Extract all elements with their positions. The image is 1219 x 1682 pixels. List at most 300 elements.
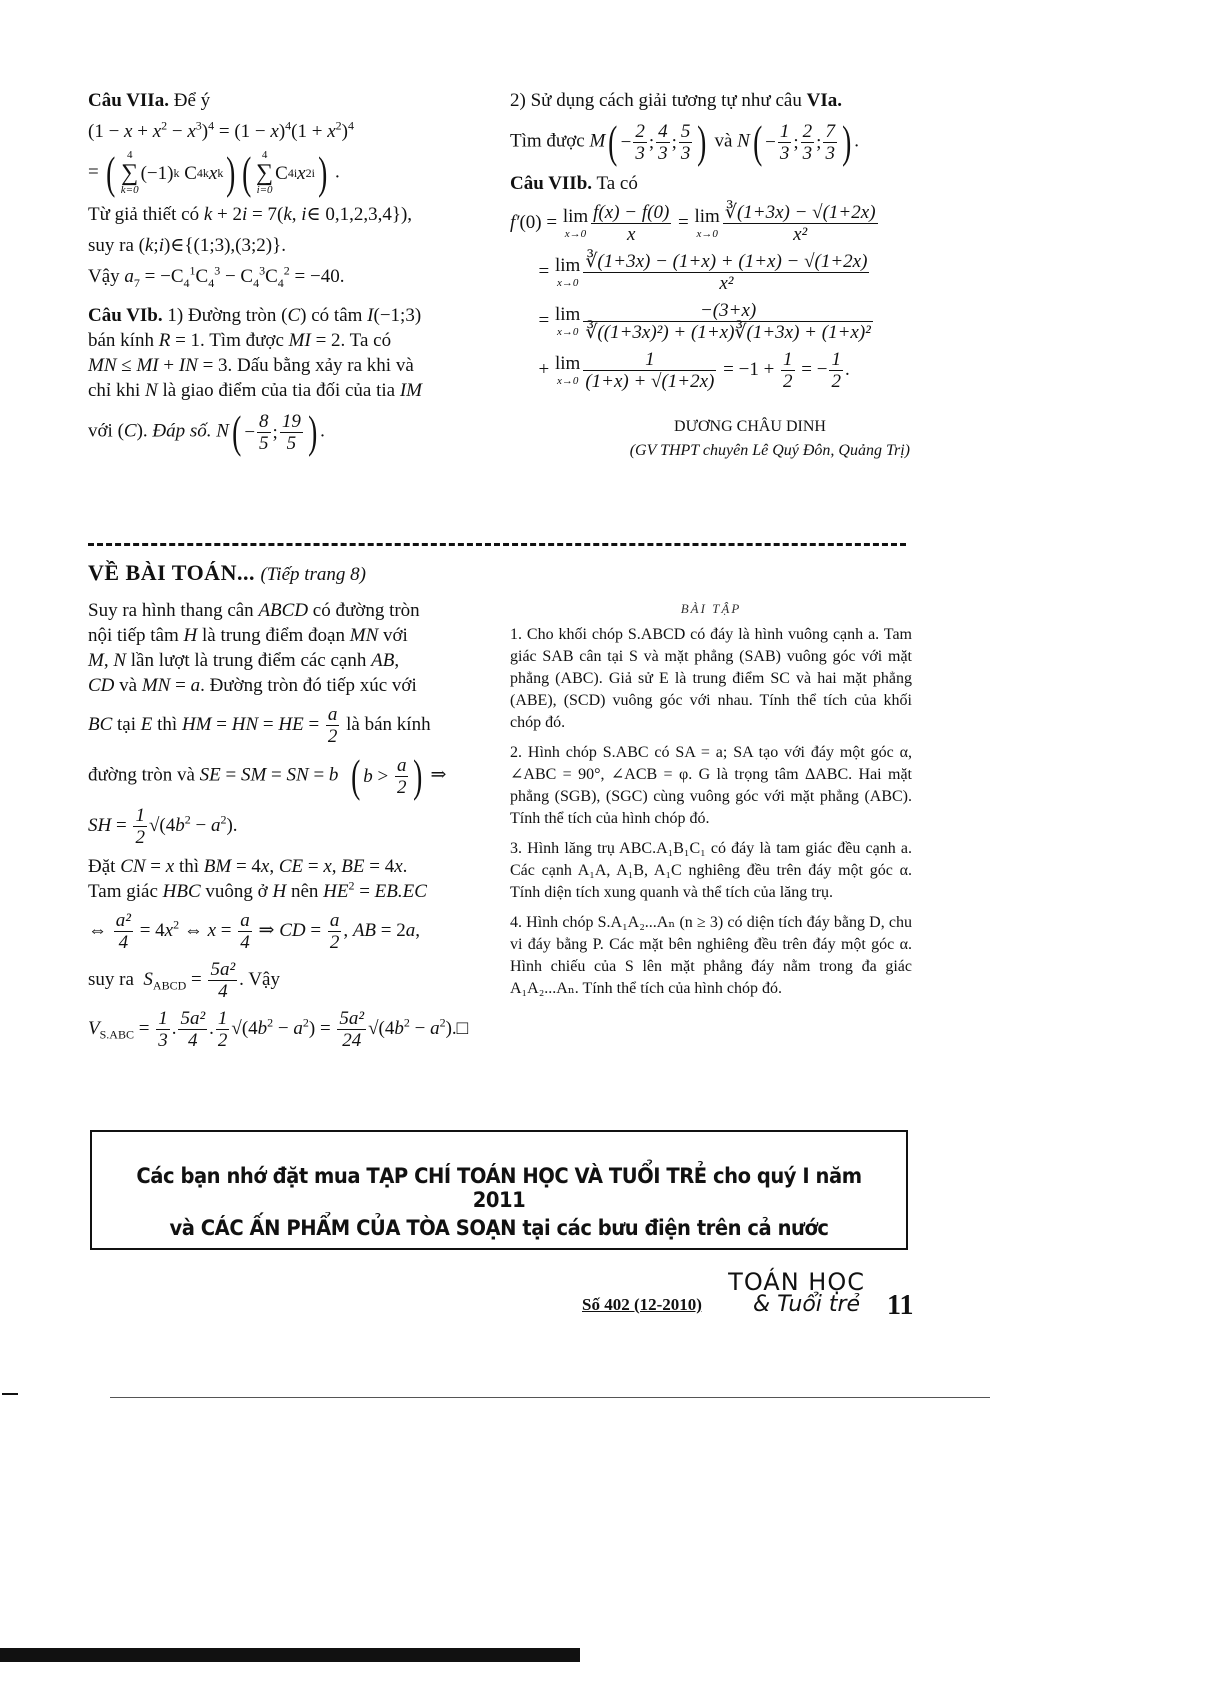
scan-edge-bar xyxy=(0,1648,580,1662)
text-run: với xyxy=(378,625,408,646)
text-run: . xyxy=(854,130,860,152)
left-top-block xyxy=(88,82,488,461)
math-variable: a xyxy=(210,814,221,836)
text-line xyxy=(88,704,486,747)
sigma-symbol: ∑ xyxy=(121,160,139,186)
math-variable: CD xyxy=(88,675,115,696)
math-variable: a xyxy=(405,919,416,941)
numerator: ∛(1+3x) − (1+x) + (1+x) − √(1+2x) xyxy=(585,251,868,272)
text-run: suy ra ( xyxy=(88,235,145,256)
fraction xyxy=(280,411,303,454)
denominator: x² xyxy=(719,273,734,294)
math-variable: AB xyxy=(371,650,395,671)
left-paren: ( xyxy=(752,116,763,167)
fraction xyxy=(801,121,815,164)
text-line xyxy=(510,251,910,294)
numerator: 4 xyxy=(658,120,668,142)
text-line xyxy=(88,854,486,879)
text-run: ). xyxy=(226,814,238,836)
denominator: 2 xyxy=(329,932,340,953)
text-run: Vậy xyxy=(88,266,125,287)
math-variable: a xyxy=(190,675,201,696)
denominator: 5 xyxy=(259,432,269,454)
left-paren: ( xyxy=(232,406,242,457)
fraction xyxy=(583,349,716,392)
solution-continued xyxy=(88,598,486,1051)
superscript: 2 xyxy=(302,1015,309,1030)
text-run: , xyxy=(343,919,353,941)
text-run: = xyxy=(354,881,375,902)
right-paren: ) xyxy=(413,750,423,801)
math-variable: SN xyxy=(286,764,309,786)
sigma-symbol: ∑ xyxy=(256,160,274,186)
superscript: 2 xyxy=(161,118,168,133)
text-line xyxy=(88,598,486,623)
math-variable: M xyxy=(88,650,104,671)
math-variable: ABCD xyxy=(258,600,309,621)
text-run: (1 + xyxy=(291,121,328,142)
subscript: ABCD xyxy=(152,978,187,993)
parenthesized: ( 4 ∑ i=0 C 4 i x 2i ) xyxy=(241,147,328,198)
subscription-banner xyxy=(90,1130,908,1250)
text-run: , xyxy=(331,856,342,877)
numerator: 1 xyxy=(783,349,793,370)
lim-word: lim xyxy=(554,352,581,374)
text-run: − xyxy=(273,1017,294,1039)
banner-line-2: và CÁC ẤN PHẨM CỦA TÒA SOẠN tại các bưu điện trên cả nước xyxy=(169,1216,829,1240)
math-variable: b xyxy=(257,1017,268,1039)
fraction xyxy=(679,121,693,164)
text-line xyxy=(88,623,486,648)
right-paren: ) xyxy=(318,147,328,198)
numerator: 5a² xyxy=(180,1008,206,1029)
text-run: Ta có xyxy=(592,173,638,194)
text-run: − xyxy=(620,131,632,153)
superscript: 2 xyxy=(267,1015,274,1030)
math-variable: k xyxy=(283,204,292,225)
denominator: 24 xyxy=(342,1030,362,1051)
text-run: (−1;3) xyxy=(373,305,422,326)
superscript: 1 xyxy=(189,263,196,278)
text-run: + 2 xyxy=(212,204,242,225)
superscript: 2 xyxy=(439,1015,446,1030)
text-run: tại xyxy=(112,713,141,735)
math-variable: x xyxy=(164,919,174,941)
text-run: . xyxy=(320,420,325,442)
math-variable: x xyxy=(207,919,217,941)
text-run: có đường tròn xyxy=(308,600,420,621)
math-variable: SH xyxy=(88,814,112,836)
text-run: . xyxy=(844,358,850,380)
text-run: ). xyxy=(136,420,153,442)
right-paren: ) xyxy=(842,116,852,167)
solution-viib xyxy=(510,88,910,392)
text-line xyxy=(88,750,486,801)
numerator: a xyxy=(396,754,407,776)
denominator: 2 xyxy=(831,371,841,392)
text-run: C xyxy=(275,162,288,184)
text-line xyxy=(88,378,488,403)
superscript: 2 xyxy=(348,878,355,893)
text-line xyxy=(88,959,486,1002)
subscript: S.ABC xyxy=(99,1027,134,1042)
denominator: 2 xyxy=(327,726,338,747)
math-variable: EB.EC xyxy=(374,881,427,902)
text-run: . Vậy xyxy=(239,968,280,990)
text-run: = (1 − xyxy=(214,121,271,142)
text-run: = xyxy=(510,260,554,282)
math-variable: i xyxy=(301,204,307,225)
denominator: 4 xyxy=(218,981,228,1002)
text-run: , xyxy=(103,650,114,671)
fraction xyxy=(326,704,340,747)
summation xyxy=(256,150,273,196)
superscript: 4 xyxy=(208,118,215,133)
text-run: ; xyxy=(648,131,655,153)
exercise-item: 2. Hình chóp S.ABC có SA = a; SA tạo với đáy một góc α, ∠ABC = 90°, ∠ACB = φ. G là trọng tâm ΔABC. Hai mặt phẳng (SGB), (SGC) cùng vuông góc với mặt phẳng (ABC). Tính thể tích của hình chóp đó. xyxy=(510,744,912,827)
bold-text: Câu VIIb. xyxy=(510,173,593,194)
left-paren: ( xyxy=(106,147,116,198)
text-run: = 2 xyxy=(376,919,406,941)
numerator: a xyxy=(327,704,338,725)
subscript: 4 xyxy=(183,275,190,290)
fraction xyxy=(781,349,795,392)
superscript: 4 xyxy=(285,118,292,133)
denominator: 3 xyxy=(658,142,668,164)
text-run: − xyxy=(190,814,211,836)
sum-upper: 4 xyxy=(261,149,268,161)
math-variable: R xyxy=(158,330,171,351)
numerator: ∛(1+3x) − √(1+2x) xyxy=(724,202,876,223)
text-line xyxy=(88,147,488,198)
denominator: 2 xyxy=(396,776,407,798)
math-variable: N xyxy=(113,650,127,671)
numerator: a² xyxy=(115,910,131,931)
numerator: 1 xyxy=(583,349,716,371)
sum-lower: k=0 xyxy=(120,184,139,196)
superscript: 4 xyxy=(347,118,354,133)
fraction xyxy=(829,349,843,392)
denominator: 3 xyxy=(635,142,645,164)
math-variable: BE xyxy=(341,856,365,877)
exercise-item: 3. Hình lăng trụ ABC.A₁B₁C₁ có đáy là tam giác đều cạnh a. Các cạnh A₁A, A₁B, A₁C nghiêng đều trên đáy một góc α. Tính diện tích xung quanh và thể tích của lăng trụ. xyxy=(510,840,912,901)
subscript: 7 xyxy=(133,275,140,290)
text-run: + xyxy=(132,121,153,142)
numerator: 1 xyxy=(779,120,790,142)
denominator: 4 xyxy=(240,932,250,953)
math-variable: x xyxy=(323,856,332,877)
math-variable: C xyxy=(123,420,137,442)
fraction xyxy=(208,959,237,1002)
superscript: 2 xyxy=(403,1015,410,1030)
math-variable: CD xyxy=(279,919,306,941)
right-top-block xyxy=(510,82,910,460)
text-run: ; xyxy=(793,131,799,153)
math-variable: MN xyxy=(349,625,379,646)
text-run: , xyxy=(291,204,302,225)
text-run: − xyxy=(167,121,188,142)
numerator: −(3+x) xyxy=(583,300,873,322)
lim-subscript: x→0 xyxy=(696,227,718,240)
math-variable: N xyxy=(145,380,158,401)
text-run: = − xyxy=(796,358,828,380)
text-run: = xyxy=(266,764,287,786)
text-run: = xyxy=(303,713,324,735)
bold-text: Câu VIb. xyxy=(88,305,163,326)
denominator: 3 xyxy=(779,142,790,164)
math-variable: x xyxy=(327,121,336,142)
bold-text: Câu VIIa. xyxy=(88,90,169,111)
fraction xyxy=(178,1008,207,1051)
section-divider xyxy=(88,543,906,546)
text-run: = xyxy=(216,919,237,941)
numerator: 1 xyxy=(158,1008,168,1029)
text-run: ; xyxy=(272,421,278,443)
summation xyxy=(121,150,139,196)
text-run: + xyxy=(510,358,554,380)
math-variable: MN xyxy=(88,355,117,376)
text-run: suy ra xyxy=(88,968,144,990)
text-run: lần lượt là trung điểm các cạnh xyxy=(126,650,372,671)
superscript: 2 xyxy=(184,812,191,827)
math-variable: b xyxy=(328,764,339,786)
fraction xyxy=(656,121,670,164)
math-variable: a xyxy=(293,1017,303,1039)
text-run: ) = xyxy=(308,1017,336,1039)
fraction xyxy=(633,121,647,164)
superscript: 2 xyxy=(283,263,290,278)
right-paren: ) xyxy=(697,116,707,167)
math-variable: x xyxy=(260,856,270,877)
text-run: ⇒ xyxy=(425,764,447,786)
text-run: = xyxy=(186,968,207,990)
math-variable: i xyxy=(241,204,248,225)
math-variable: x xyxy=(394,856,403,877)
text-run: chỉ khi xyxy=(88,380,145,401)
text-run: ≤ xyxy=(116,355,137,376)
text-run: = −C xyxy=(139,266,184,287)
math-variable: BC xyxy=(88,713,113,735)
denominator: 4 xyxy=(188,1030,198,1051)
numerator: 1 xyxy=(135,805,145,826)
text-line xyxy=(88,805,486,848)
text-run: bán kính xyxy=(88,330,159,351)
text-run: vuông ở xyxy=(200,881,273,902)
text-run: ⇔ xyxy=(88,919,112,941)
denominator: 3 xyxy=(680,142,691,164)
fraction xyxy=(257,411,271,454)
math-variable: a xyxy=(124,266,134,287)
text-run: ⇔ xyxy=(179,919,208,941)
superscript: 2 xyxy=(173,917,180,932)
text-run: ) xyxy=(201,121,209,142)
numerator: 19 xyxy=(281,410,301,432)
limit xyxy=(562,205,589,240)
logo-line-2: & Tuổi trẻ xyxy=(753,1292,861,1317)
text-line xyxy=(510,300,910,343)
fraction xyxy=(583,300,873,343)
text-run: với ( xyxy=(88,420,124,442)
limit xyxy=(554,303,581,338)
text-run: = 4 xyxy=(134,919,165,941)
math-variable: MI xyxy=(288,330,311,351)
math-variable: E xyxy=(140,713,153,735)
text-run: ).□ xyxy=(445,1017,469,1039)
math-variable: i xyxy=(158,235,164,256)
text-run: = xyxy=(211,713,232,735)
math-variable: I xyxy=(367,305,374,326)
parenthesized xyxy=(750,116,854,167)
text-run: = xyxy=(308,764,329,786)
math-variable: HE xyxy=(278,713,304,735)
text-run: ; xyxy=(816,131,822,153)
numerator: a xyxy=(240,910,250,931)
scan-mark xyxy=(2,1393,18,1395)
exercises-title: BÀI TẬP xyxy=(680,601,742,616)
limit xyxy=(694,205,720,240)
denominator: 3 xyxy=(158,1030,168,1051)
numerator: a xyxy=(329,910,340,931)
right-paren: ) xyxy=(307,406,318,457)
numerator: 2 xyxy=(635,120,645,142)
math-variable: b xyxy=(363,765,373,787)
superscript: 3 xyxy=(195,118,202,133)
numerator: 2 xyxy=(802,120,813,142)
text-run: (0) = xyxy=(519,211,562,233)
numerator: f(x) − f(0) xyxy=(593,202,670,223)
text-line xyxy=(88,673,486,698)
text-run: ) xyxy=(278,121,286,142)
solution-viia xyxy=(88,88,488,289)
text-line xyxy=(510,349,910,392)
fraction xyxy=(133,805,147,848)
text-run: )∈{(1;3),(3;2)}. xyxy=(163,235,286,256)
subscript: 4 xyxy=(277,275,284,290)
fraction xyxy=(156,1008,170,1051)
text-run: = 4 xyxy=(364,856,395,877)
exercises xyxy=(510,598,912,1008)
lim-subscript: x→0 xyxy=(556,325,579,338)
text-run: . xyxy=(330,161,340,183)
math-variable: x xyxy=(124,121,133,142)
fraction xyxy=(723,202,878,245)
math-variable: H xyxy=(183,625,198,646)
numerator: 7 xyxy=(825,120,835,142)
math-variable: f′ xyxy=(510,211,520,233)
text-run: = xyxy=(145,856,166,877)
text-run: ; xyxy=(671,131,677,153)
text-run: ∈ 0,1,2,3,4}), xyxy=(306,204,413,225)
text-run: nên xyxy=(286,881,324,902)
author-affiliation: (GV THPT chuyên Lê Quý Đôn, Quảng Trị) xyxy=(629,442,910,459)
fraction xyxy=(238,910,252,953)
numerator: 1 xyxy=(831,349,841,370)
parenthesized: ( 4 ∑ k=0 (−1) k C 4 k x k ) xyxy=(106,147,236,198)
text-line xyxy=(88,328,488,353)
lim-word: lim xyxy=(694,205,720,227)
text-run: (−1) xyxy=(140,162,174,184)
denominator: x xyxy=(627,224,636,245)
math-variable: x xyxy=(165,856,175,877)
left-paren: ( xyxy=(608,116,618,167)
text-run: Tìm được xyxy=(510,130,590,152)
fraction xyxy=(114,910,133,953)
left-bottom-block xyxy=(88,598,486,1057)
text-line xyxy=(88,353,488,378)
math-variable: HBC xyxy=(162,881,201,902)
denominator: 3 xyxy=(825,142,835,164)
bold-text: VIa. xyxy=(806,90,842,111)
lim-word: lim xyxy=(554,254,581,276)
section-continued: (Tiếp trang 8) xyxy=(260,564,367,585)
text-line xyxy=(88,88,488,113)
text-run: = xyxy=(305,919,326,941)
text-line xyxy=(88,202,488,227)
exercise-item: 4. Hình chóp S.A₁A₂...Aₙ (n ≥ 3) có diện tích đáy bằng D, chu vi đáy bằng P. Các mặt bên nghiêng đều trên đáy một góc α. Hình chiếu của S lên mặt phẳng đáy nằm trong đa giác A₁A₂...Aₙ. Tính thể tích của hình chóp đó. xyxy=(510,914,912,997)
parenthesized xyxy=(605,116,709,167)
math-variable: k xyxy=(203,204,213,225)
math-variable: SM xyxy=(240,764,267,786)
text-run: C xyxy=(195,266,209,287)
text-run: = xyxy=(88,161,104,183)
text-run: = xyxy=(303,856,324,877)
text-line xyxy=(510,88,910,113)
text-run: − xyxy=(244,421,256,443)
math-variable: S xyxy=(143,968,153,990)
math-variable: N xyxy=(216,420,229,442)
text-run: 1) Đường tròn ( xyxy=(162,305,288,326)
math-variable: N xyxy=(737,130,750,152)
math-variable: V xyxy=(88,1017,100,1039)
text-line xyxy=(88,303,488,328)
fraction xyxy=(823,121,837,164)
text-run: . xyxy=(209,1017,214,1039)
math-variable: IM xyxy=(399,380,423,401)
math-variable: H xyxy=(272,881,287,902)
text-run: Để ý xyxy=(168,90,211,111)
text-run: là trung điểm đoạn xyxy=(197,625,350,646)
numerator: 5 xyxy=(680,120,691,142)
right-paren: ) xyxy=(226,147,236,198)
math-variable: x xyxy=(208,162,218,184)
math-variable: x xyxy=(152,121,162,142)
text-run: thì xyxy=(174,856,204,877)
text-run: − xyxy=(765,131,776,153)
math-variable: a xyxy=(430,1017,440,1039)
text-run: ; xyxy=(153,235,159,256)
text-line xyxy=(510,202,910,245)
parenthesized xyxy=(229,406,320,457)
denominator: 2 xyxy=(217,1030,228,1051)
text-run: √(4 xyxy=(231,1017,258,1039)
math-variable: HN xyxy=(231,713,259,735)
lim-subscript: x→0 xyxy=(564,227,587,240)
text-run: = xyxy=(510,309,554,331)
text-run: = −1 + xyxy=(718,358,780,380)
text-run: Suy ra hình thang cân xyxy=(88,600,259,621)
math-variable: HM xyxy=(181,713,212,735)
text-run: đường tròn và xyxy=(88,764,200,786)
lim-word: lim xyxy=(554,303,581,325)
text-run: . Đường tròn đó tiếp xúc với xyxy=(200,675,417,696)
fraction xyxy=(591,202,671,245)
lim-subscript: x→0 xyxy=(556,374,579,387)
text-run: , xyxy=(394,650,400,671)
text-run: = 1. Tìm được xyxy=(170,330,289,351)
text-run: = xyxy=(111,814,132,836)
fraction xyxy=(395,755,409,798)
math-variable: MN xyxy=(141,675,171,696)
